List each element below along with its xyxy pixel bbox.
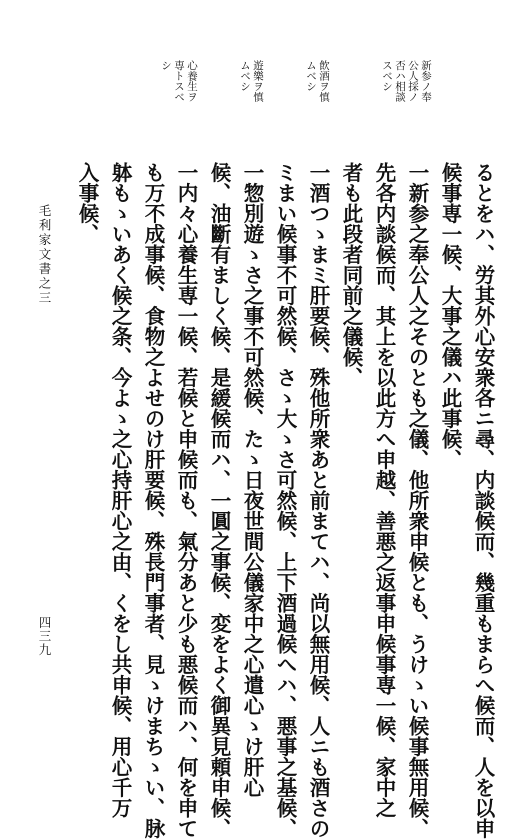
- margin-note-line: 遊樂ヲ慎: [252, 60, 264, 102]
- body-text-column: 一新参之奉公人之そのとも之儀、他所衆申候とも、うけゝい候事無用候、: [405, 162, 429, 839]
- body-text-column: 躰もゝいあく候之条、今よゝ之心持肝心之由、くをし共申候、用心千万: [108, 162, 132, 818]
- margin-note-line: スベシ: [381, 60, 393, 92]
- body-text-column: 一酒つゝまミ肝要候、殊他所衆あと前まてハ、尚以無用候、人ニも酒さの: [306, 162, 330, 839]
- margin-note-line: 心養生ヲ: [186, 60, 198, 102]
- margin-note-line: ムベシ: [305, 60, 317, 92]
- body-text-column: るとをハ、労其外心安衆各ニ尋、内談候而、幾重もまらへ候而、人を以申: [471, 162, 495, 839]
- body-text-column: 入事候、: [75, 162, 99, 244]
- body-text-column: ミまい候事不可然候、さゝ大ゝさ可然候、上下酒過候へハ、悪事之基候、: [273, 162, 297, 839]
- body-text-column: 一惣別遊ゝさ之事不可然候、たゝ日夜世間公儀家中之心遣心ゝけ肝心: [240, 162, 264, 798]
- body-text-column: 候事専一候、大事之儀ハ此事候、: [438, 162, 462, 470]
- body-text-column: 候、油斷有ましく候、是緩候而ハ、一圓之事候、変をよく御異見頼申候、: [207, 162, 231, 839]
- margin-note-line: 新参ノ奉: [420, 60, 432, 102]
- body-text-column: 者も此段者同前之儀候、: [339, 162, 363, 388]
- running-title: 毛利家文書之三: [37, 204, 52, 306]
- margin-note-line: 否ハ相談: [394, 60, 406, 102]
- margin-note-line: 専トスベ: [173, 60, 185, 102]
- margin-note-line: 飲酒ヲ慎: [318, 60, 330, 102]
- body-text-column: 一内々心養生専一候、若候と申候而も、氣分あと少も悪候而ハ、何を申て: [174, 162, 198, 839]
- margin-note-line: 公人採ノ: [407, 60, 419, 102]
- body-text-column: も万不成事候、食物之よせのけ肝要候、殊長門事者、見ゝけまちゝい、脉: [141, 162, 165, 839]
- margin-note-line: シ: [160, 60, 172, 71]
- margin-note-line: ムベシ: [239, 60, 251, 92]
- body-text-column: 先各内談候而、其上を以此方へ申越、善悪之返事申候事専一候、家中之: [372, 162, 396, 818]
- page-number: 四三九: [37, 616, 52, 657]
